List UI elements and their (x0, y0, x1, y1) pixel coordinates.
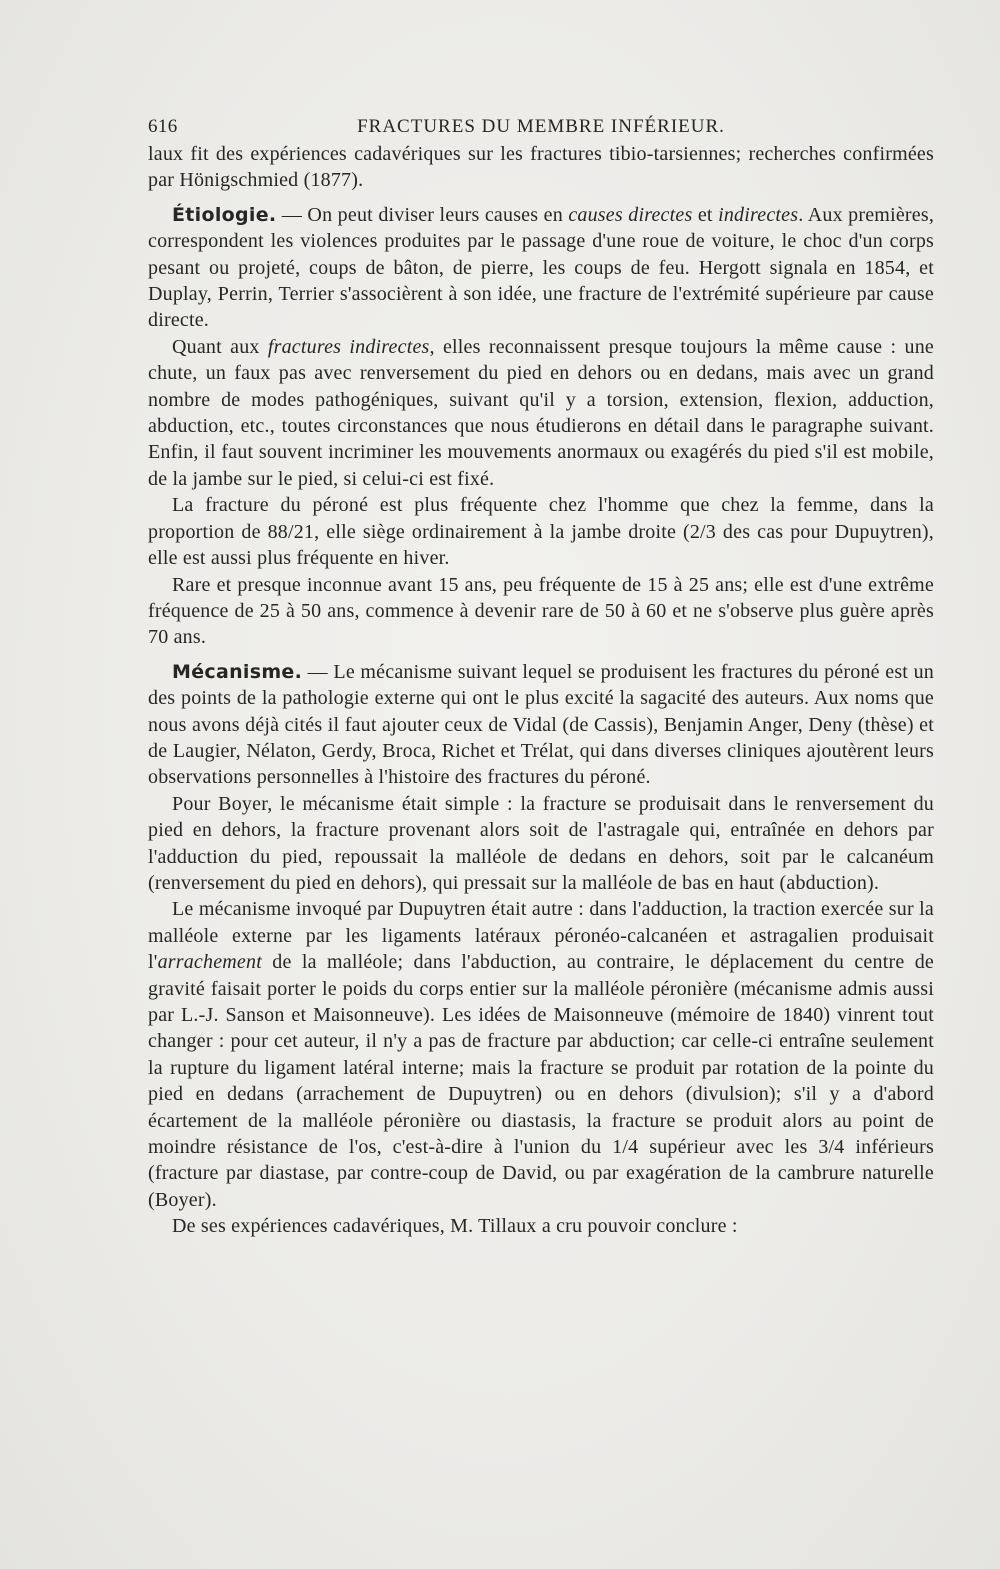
page-header (148, 116, 934, 140)
body-text (148, 141, 934, 1240)
italic-run: indirectes (718, 203, 799, 226)
text-run: de la malléole; dans l'abduction, au contraire, le déplacement du centre de gravité faisait porter le poids du corps entier sur la malléole péronière (mécanisme admis aussi par L.-J. Sanson et Maisonneuve). Les idées de Maisonneuve (mémoire de 1840) vinrent tout changer : pour cet auteur, il n'y a pas de fracture par abduction; car celle-ci entraîne seulement la rupture du ligament latéral interne; mais la fracture se produit par rotation de la pointe du pied en dedans (arrachement de Dupuytren) ou en dehors (divulsion); s'il y a d'abord écartement de la malléole péronière ou diastasis, la fracture se produit alors au point de moindre résistance de l'os, c'est-à-dire à l'union du 1/4 supérieur avec les 3/4 inférieurs (fracture par diastase, par contre-coup de David, ou par exagération de la cambrure naturelle (Boyer). (148, 951, 934, 1211)
paragraph-tillaux: De ses expériences cadavériques, M. Tillaux a cru pouvoir conclure : (172, 1215, 738, 1238)
section-heading-etiologie: Étiologie. (172, 203, 277, 226)
text-run: , elles reconnaissent presque toujours la même cause : une chute, un faux pas avec renversement du pied en dehors ou en dedans, mais avec un grand nombre de modes pathogéniques, suivant qu'il y a torsion, extension, flexion, adduction, abduction, etc., toutes circonstances que nous étudierons en détail dans le paragraphe suivant. Enfin, il faut souvent incriminer les mouvements anormaux ou exagérés du pied s'il est mobile, de la jambe sur le pied, si celui-ci est fixé. (148, 335, 934, 490)
paragraph-indirect-causes (148, 334, 934, 492)
italic-run: causes directes (568, 203, 693, 226)
page-number: 616 (148, 116, 178, 137)
italic-run: fractures indirectes (267, 335, 430, 358)
text-run: — Le mécanisme suivant lequel se produisent les fractures du péroné est un des points de la pathologie externe qui ont le plus excité la sagacité des auteurs. Aux noms que nous avons déjà cités il faut ajouter ceux de Vidal (de Cassis), Benjamin Anger, Deny (thèse) et de Laugier, Nélaton, Gerdy, Broca, Richet et Trélat, qui dans diverses cliniques ajoutèrent leurs observations personnelles à l'histoire des fractures du péroné. (148, 660, 934, 789)
text-run: et (692, 203, 719, 226)
paragraph-age: Rare et presque inconnue avant 15 ans, peu fréquente de 15 à 25 ans; elle est d'une extrême fréquence de 25 à 50 ans, commence à devenir rare de 50 à 60 et ne s'observe plus guère après 70 ans. (148, 573, 934, 649)
paragraph-etiologie (148, 202, 934, 334)
section-heading-mecanisme: Mécanisme. (172, 660, 303, 683)
text-run: Le mécanisme invoqué par Dupuytren était autre : dans l'adduction, la traction exercée sur la malléole externe par les ligaments latéraux péronéo-calcanéen et astragalien produisait l' (148, 898, 934, 974)
paragraph-boyer: Pour Boyer, le mécanisme était simple : la fracture se produisait dans le renversement du pied en dehors, la fracture provenant alors soit de l'astragale qui, entraînée en dehors par l'adduction du pied, repoussait la malléole de dedans en dehors, soit par le calcanéum (renversement du pied en dehors), qui pressait sur la malléole de bas en haut (abduction). (148, 792, 934, 894)
text-run: — On peut diviser leurs causes en (276, 203, 569, 226)
text-run: Quant aux (172, 335, 268, 358)
paragraph-frequency: La fracture du péroné est plus fréquente chez l'homme que chez la femme, dans la proportion de 88/21, elle siège ordinairement à la jambe droite (2/3 des cas pour Dupuytren), elle est aussi plus fréquente en hiver. (148, 494, 934, 570)
italic-run: arrachement (157, 951, 262, 974)
paragraph-continuation: laux fit des expériences cadavériques sur les fractures tibio-tarsiennes; recherches confirmées par Hönigschmied (1877). (148, 143, 934, 192)
paragraph-dupuytren (148, 896, 934, 1213)
running-title: FRACTURES DU MEMBRE INFÉRIEUR. (357, 116, 725, 137)
text-run: . Aux premières, correspondent les violences produites par le passage d'une roue de voiture, le choc d'un corps pesant ou projeté, coups de bâton, de pierre, les coups de feu. Hergott signala en 1854, et Duplay, Perrin, Terrier s'associèrent à son idée, une fracture de l'extrémité supérieure par cause directe. (148, 203, 935, 332)
paragraph-mecanisme (148, 659, 934, 791)
